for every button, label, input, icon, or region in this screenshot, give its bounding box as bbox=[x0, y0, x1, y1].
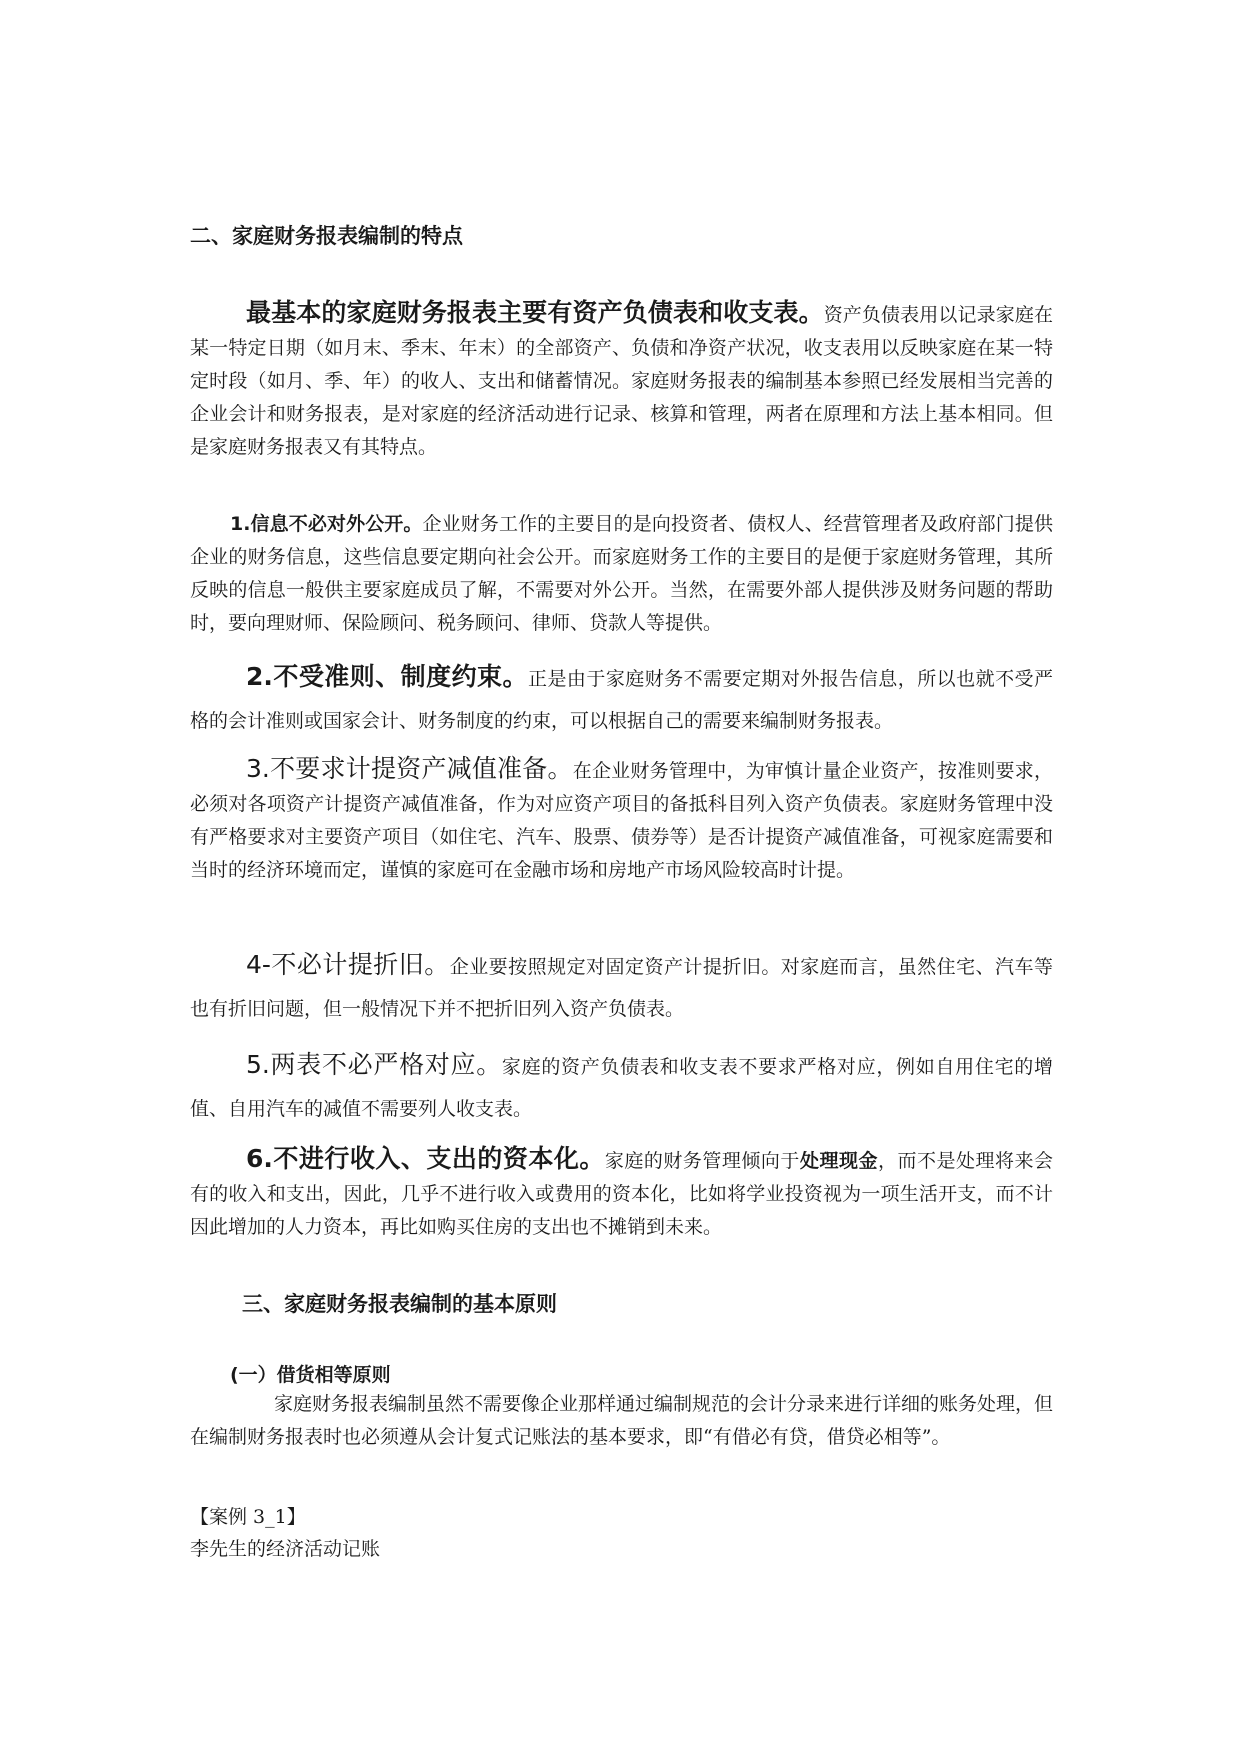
point-2-lead: 2.不受准则、制度约束。 bbox=[246, 662, 528, 691]
intro-paragraph bbox=[190, 296, 1053, 464]
point-3-paragraph bbox=[190, 752, 1053, 887]
case-label: 【案例 3_1】 bbox=[190, 1506, 306, 1528]
point-1-lead: 1.信息不必对外公开。 bbox=[230, 513, 423, 535]
point-3-lead: 3.不要求计提资产减值准备。 bbox=[246, 754, 573, 783]
point-4-text: 企业要按照规定对固定资产计提折旧。对家庭而言，虽然住宅、汽车等也有折旧问题，但一般情况下并不把折旧列入资产负债表。 bbox=[190, 956, 1053, 1020]
point-1-paragraph bbox=[190, 508, 1053, 640]
point-2-paragraph bbox=[190, 656, 1053, 742]
point-6-emphasis: 处理现金 bbox=[799, 1150, 878, 1172]
intro-lead: 最基本的家庭财务报表主要有资产负债表和收支表。 bbox=[246, 298, 824, 327]
point-6-paragraph bbox=[190, 1142, 1053, 1244]
point-6-text-b: ，而不是处理将来会有的收入和支出，因此，几乎不进行收入或费用的资本化，比如将学业投资视为一项生活开支，而不计因此增加的人力资本，再比如购买住房的支出也不摊销到未来。 bbox=[190, 1150, 1053, 1238]
point-4-paragraph bbox=[190, 944, 1053, 1030]
subsection-1-title: (一）借货相等原则 bbox=[230, 1364, 391, 1386]
subsection-1-paragraph: 家庭财务报表编制虽然不需要像企业那样通过编制规范的会计分录来进行详细的账务处理，但在编制财务报表时也必须遵从会计复式记账法的基本要求，即“有借必有贷，借贷必相等”。 bbox=[190, 1393, 1054, 1448]
point-2-text: 正是由于家庭财务不需要定期对外报告信息，所以也就不受严格的会计准则或国家会计、财务制度的约束，可以根据自己的需要来编制财务报表。 bbox=[190, 668, 1053, 732]
intro-text: 资产负债表用以记录家庭在某一特定日期（如月末、季末、年末）的全部资产、负债和净资产状况，收支表用以反映家庭在某一特定时段（如月、季、年）的收人、支出和储蓄情况。家庭财务报表的编制基本参照已经发展相当完善的企业会计和财务报表，是对家庭的经济活动进行记录、核算和管理，两者在原理和方法上基本相同。但是家庭财务报表又有其特点。 bbox=[190, 304, 1053, 458]
point-5-lead: 5.两表不必严格对应。 bbox=[246, 1050, 502, 1079]
point-6-lead: 6.不进行收入、支出的资本化。 bbox=[246, 1144, 605, 1173]
point-1-text: 企业财务工作的主要目的是向投资者、债权人、经营管理者及政府部门提供企业的财务信息，这些信息要定期向社会公开。而家庭财务工作的主要目的是便于家庭财务管理，其所反映的信息一般供主要家庭成员了解，不需要对外公开。当然，在需要外部人提供涉及财务问题的帮助时，要向理财师、保险顾问、税务顾问、律师、贷款人等提供。 bbox=[190, 513, 1053, 634]
section-2-title: 二、家庭财务报表编制的特点 bbox=[190, 224, 463, 248]
point-3-text: 在企业财务管理中，为审慎计量企业资产，按准则要求，必须对各项资产计提资产减值准备，作为对应资产项目的备抵科目列入资产负债表。家庭财务管理中没有严格要求对主要资产项目（如住宅、汽车、股票、债券等）是否计提资产减值准备，可视家庭需要和当时的经济环境而定，谨慎的家庭可在金融市场和房地产市场风险较高时计提。 bbox=[190, 760, 1053, 881]
section-3-title: 三、家庭财务报表编制的基本原则 bbox=[242, 1292, 557, 1316]
point-4-lead: 4-不必计提折旧。 bbox=[246, 950, 450, 979]
point-6-text-a: 家庭的财务管理倾向于 bbox=[604, 1150, 800, 1172]
point-5-paragraph bbox=[190, 1044, 1053, 1130]
point-5-text: 家庭的资产负债表和收支表不要求严格对应，例如自用住宅的增值、自用汽车的减值不需要列人收支表。 bbox=[190, 1056, 1053, 1120]
case-subtitle: 李先生的经济活动记账 bbox=[190, 1538, 381, 1560]
